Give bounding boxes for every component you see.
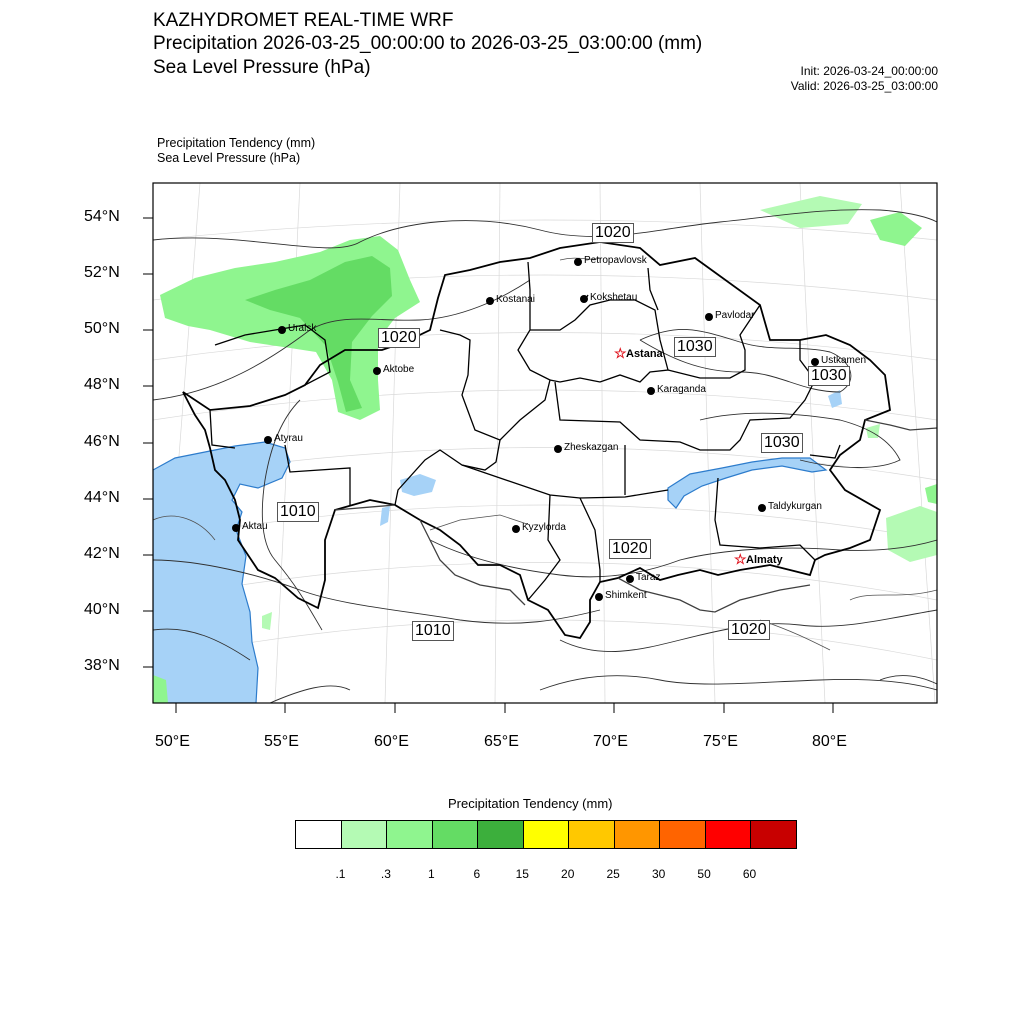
city-dot-icon <box>595 593 603 601</box>
colorbar-cell <box>478 821 524 848</box>
city-label: Aktau <box>242 521 268 532</box>
precip-south <box>262 612 272 630</box>
colorbar-tick-label: .1 <box>335 867 346 881</box>
city-dot-icon <box>626 575 634 583</box>
precip-northeast-2 <box>870 212 922 246</box>
subtitle-line-1: Precipitation Tendency (mm) <box>157 136 316 150</box>
colorbar-cell <box>433 821 479 848</box>
city-dot-icon <box>758 504 766 512</box>
lon-label-55e: 55°E <box>264 733 299 750</box>
lon-label-70e: 70°E <box>593 733 628 750</box>
aral-sea-west <box>380 506 390 526</box>
isobar-label: 1030 <box>761 433 803 453</box>
precip-east-2 <box>925 484 937 504</box>
city-dot-icon <box>278 326 286 334</box>
isobar-label: 1020 <box>378 328 420 348</box>
city-label: Shimkent <box>605 590 647 601</box>
colorbar-tick-label: 20 <box>561 867 575 881</box>
colorbar-tick-label: .3 <box>380 867 391 881</box>
city-dot-icon <box>705 313 713 321</box>
colorbar-cell <box>751 821 796 848</box>
lon-label-50e: 50°E <box>155 733 190 750</box>
lat-ticks <box>143 218 153 667</box>
lat-label-52n: 52°N <box>84 264 120 281</box>
colorbar-tick-label: 1 <box>428 867 435 881</box>
city-dot-icon <box>512 525 520 533</box>
city-label: Taldykurgan <box>768 501 822 512</box>
colorbar-tick-label: 60 <box>742 867 757 881</box>
colorbar-tick-label: 15 <box>515 867 529 881</box>
lat-label-48n: 48°N <box>84 376 120 393</box>
title-line-2: Precipitation 2026-03-25_00:00:00 to 2026-03-25_03:00:00 (mm) <box>153 33 703 54</box>
aral-sea <box>400 474 436 496</box>
city-label: Aktobe <box>383 364 415 375</box>
city-label: Astana <box>626 348 663 360</box>
colorbar-cell <box>296 821 342 848</box>
isobar-label: 1030 <box>808 366 850 386</box>
city-label: Atyrau <box>274 433 303 444</box>
colorbar-tick-label: 30 <box>651 867 666 881</box>
city-label: Petropavlovsk <box>584 255 647 266</box>
colorbar-tick-label: 50 <box>697 867 711 881</box>
capital-star-icon: ☆ <box>614 345 627 361</box>
colorbar-cell <box>706 821 752 848</box>
city-label: Zheskazgan <box>564 442 619 453</box>
city-label: Pavlodar <box>715 310 755 321</box>
city-dot-icon <box>811 358 819 366</box>
colorbar-tick-label: 25 <box>606 867 620 881</box>
lon-label-65e: 65°E <box>484 733 519 750</box>
colorbar-cell <box>615 821 661 848</box>
city-dot-icon <box>647 387 655 395</box>
lat-label-46n: 46°N <box>84 433 120 450</box>
precip-east-1 <box>886 506 937 562</box>
colorbar-cell <box>660 821 706 848</box>
colorbar <box>295 820 797 849</box>
capital-star-icon: ☆ <box>734 551 747 567</box>
alakol-lake <box>828 390 842 408</box>
colorbar-cell <box>387 821 433 848</box>
city-label: Kokshetau <box>590 292 638 303</box>
colorbar-cell <box>524 821 570 848</box>
city-dot-icon <box>486 297 494 305</box>
colorbar-title: Precipitation Tendency (mm) <box>448 796 613 811</box>
country-borders <box>335 420 937 612</box>
lat-label-54n: 54°N <box>84 208 120 225</box>
isobar-label: 1020 <box>609 539 651 559</box>
isobar-label: 1020 <box>592 223 634 243</box>
lon-label-80e: 80°E <box>812 733 847 750</box>
isobar-label: 1010 <box>412 621 454 641</box>
colorbar-cell <box>342 821 388 848</box>
title-line-1: KAZHYDROMET REAL-TIME WRF <box>153 10 454 31</box>
city-dot-icon <box>580 295 588 303</box>
lat-label-40n: 40°N <box>84 601 120 618</box>
city-label: Kostanai <box>496 294 535 305</box>
lat-label-42n: 42°N <box>84 545 120 562</box>
isobar-label: 1020 <box>728 620 770 640</box>
lon-label-60e: 60°E <box>374 733 409 750</box>
colorbar-cell <box>569 821 615 848</box>
city-label: Uralsk <box>288 323 317 334</box>
city-dot-icon <box>264 436 272 444</box>
city-dot-icon <box>373 367 381 375</box>
caspian-sea <box>153 442 290 703</box>
city-label: Kyzylorda <box>522 522 566 533</box>
subtitle-line-2: Sea Level Pressure (hPa) <box>157 151 301 165</box>
city-dot-icon <box>232 524 240 532</box>
isobar-label: 1010 <box>277 502 319 522</box>
city-label: Almaty <box>746 554 783 566</box>
lat-label-50n: 50°N <box>84 320 120 337</box>
valid-time: Valid: 2026-03-25_03:00:00 <box>790 79 938 93</box>
city-dot-icon <box>574 258 582 266</box>
colorbar-tick-label: 6 <box>473 867 481 881</box>
city-dot-icon <box>554 445 562 453</box>
lat-label-38n: 38°N <box>84 657 120 674</box>
title-line-3: Sea Level Pressure (hPa) <box>153 57 371 78</box>
city-label: Ustkamen <box>821 355 867 366</box>
city-label: Taraz <box>636 572 661 583</box>
city-label: Karaganda <box>657 384 706 395</box>
isobar-label: 1030 <box>674 337 716 357</box>
lon-label-75e: 75°E <box>703 733 738 750</box>
lat-label-44n: 44°N <box>84 489 120 506</box>
init-time: Init: 2026-03-24_00:00:00 <box>800 64 938 78</box>
lon-ticks <box>176 703 833 713</box>
